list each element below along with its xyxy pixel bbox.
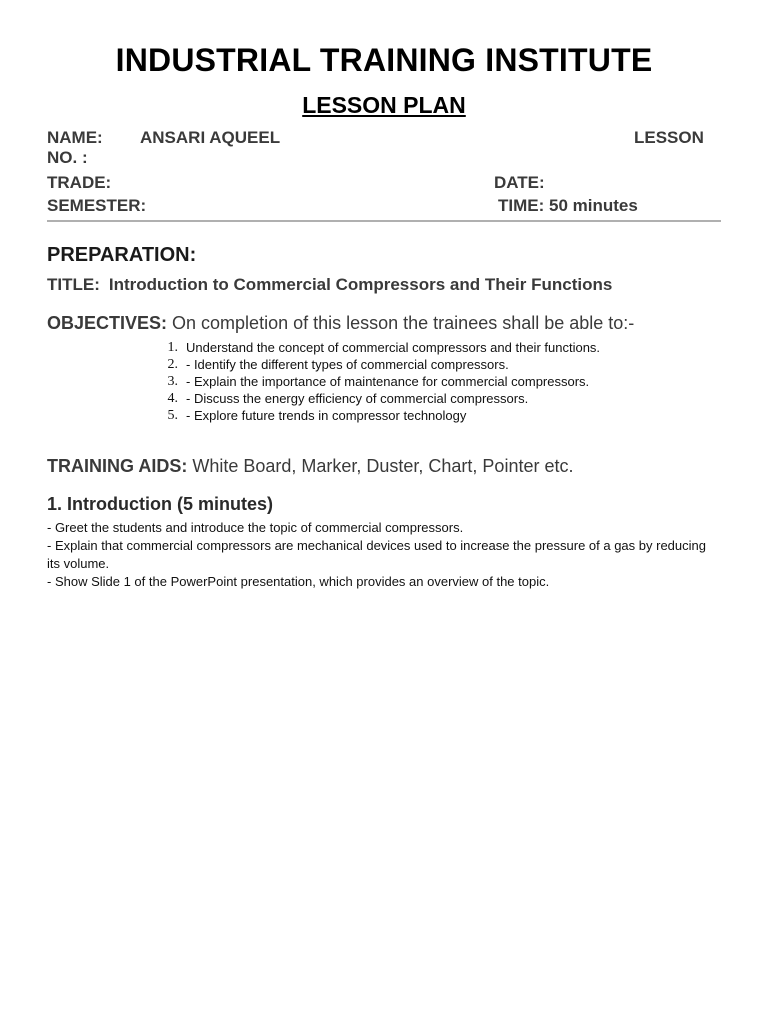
objective-item: [167, 407, 600, 424]
title-label: TITLE:: [47, 275, 100, 294]
objective-item: [167, 356, 600, 373]
title-value: Introduction to Commercial Compressors and Their Functions: [108, 275, 613, 294]
objective-text: Understand the concept of commercial compressors and their functions.: [186, 340, 601, 355]
objectives-intro: On completion of this lesson the trainees shall be able to:-: [167, 313, 635, 333]
training-aids-value: White Board, Marker, Duster, Chart, Pointer etc.: [187, 456, 574, 476]
name-value: ANSARI AQUEEL: [140, 128, 281, 147]
institute-title: INDUSTRIAL TRAINING INSTITUTE: [115, 42, 653, 78]
objectives-line: [47, 313, 634, 334]
introduction-heading: 1. Introduction (5 minutes): [47, 494, 274, 514]
date-label: DATE:: [494, 173, 545, 192]
time-field: TIME: 50 minutes: [498, 196, 638, 215]
objective-item: [167, 339, 601, 356]
trade-label: TRADE:: [47, 173, 112, 192]
lesson-title-line: [47, 275, 612, 295]
objective-text: - Identify the different types of commercial compressors.: [186, 357, 509, 372]
preparation-heading: PREPARATION:: [47, 244, 197, 266]
lesson-plan-heading: LESSON PLAN: [302, 92, 466, 118]
objective-item: [167, 373, 600, 390]
objective-text: - Discuss the energy efficiency of commercial compressors.: [186, 391, 529, 406]
objective-number: 3.: [167, 374, 178, 389]
objectives-label: OBJECTIVES:: [47, 313, 168, 333]
objective-item: [167, 390, 600, 407]
lesson-no-label: LESSON: [634, 128, 704, 147]
objectives-list: [167, 339, 601, 424]
objective-number: 1.: [167, 340, 178, 355]
objective-text: - Explain the importance of maintenance for commercial compressors.: [186, 374, 590, 389]
header-divider: [47, 220, 721, 222]
objective-number: 4.: [167, 391, 178, 406]
introduction-body: [47, 519, 719, 591]
objective-number: 2.: [167, 357, 178, 372]
objective-text: - Explore future trends in compressor technology: [186, 408, 467, 423]
semester-label: SEMESTER:: [47, 196, 147, 215]
name-label: NAME:: [47, 128, 103, 147]
training-aids-label: TRAINING AIDS:: [47, 456, 188, 476]
introduction-line: - Explain that commercial compressors are mechanical devices used to increase the pressure of a gas by reducing its volume.: [47, 538, 706, 571]
objective-number: 5.: [167, 408, 178, 423]
introduction-line: - Greet the students and introduce the topic of commercial compressors.: [47, 520, 464, 535]
training-aids-line: [47, 456, 573, 477]
introduction-line: - Show Slide 1 of the PowerPoint presentation, which provides an overview of the topic.: [47, 574, 550, 589]
lesson-no-label-continued: NO. :: [47, 148, 88, 167]
